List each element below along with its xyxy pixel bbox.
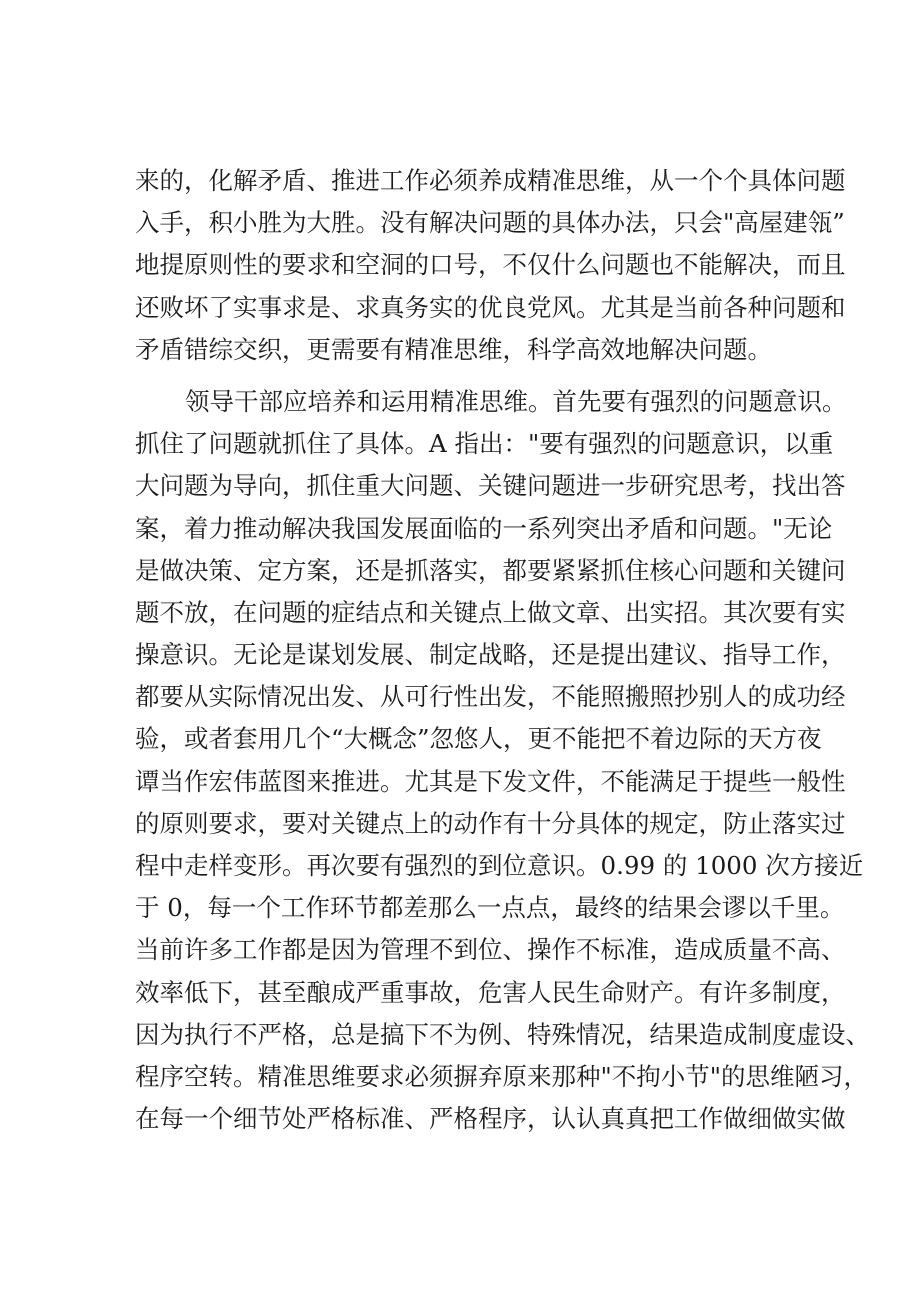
text-line: 大问题为导向，抓住重大问题、关键问题进一步研究思考，找出答	[135, 471, 846, 501]
text-line: 还败坏了实事求是、求真务实的优良党风。尤其是当前各种问题和	[135, 292, 846, 322]
body-text	[135, 160, 870, 1140]
text-line: 的原则要求，要对关键点上的动作有十分具体的规定，防止落实过	[135, 808, 846, 838]
text-line: 操意识。无论是谋划发展、制定战略，还是提出建议、指导工作，	[135, 640, 846, 670]
text-line: 因为执行不严格，总是搞下不为例、特殊情况，结果造成制度虚设、	[135, 1019, 870, 1049]
text-line: 都要从实际情况出发、从可行性出发，不能照搬照抄别人的成功经	[135, 682, 846, 712]
text-line: 领导干部应培养和运用精准思维。首先要有强烈的问题意识。	[185, 386, 847, 416]
paragraph-2	[135, 381, 870, 1140]
text-line: 抓住了问题就抓住了具体。A 指出："要有强烈的问题意识，以重	[135, 429, 834, 459]
text-line: 谭当作宏伟蓝图来推进。尤其是下发文件，不能满足于提些一般性	[135, 766, 846, 796]
text-line: 来的，化解矛盾、推进工作必须养成精准思维，从一个个具体问题	[135, 166, 846, 195]
paragraph-gap	[135, 371, 815, 381]
text-line: 题不放，在问题的症结点和关键点上做文章、出实招。其次要有实	[135, 597, 846, 627]
paragraph-1	[135, 160, 846, 371]
text-line: 在每一个细节处严格标准、严格程序，认认真真把工作做细做实做	[135, 1104, 846, 1134]
text-line: 当前许多工作都是因为管理不到位、操作不标准，造成质量不高、	[135, 935, 846, 965]
text-line: 案，着力推动解决我国发展面临的一系列突出矛盾和问题。"无论	[135, 513, 833, 543]
text-line: 程中走样变形。再次要有强烈的到位意识。0.99 的 1000 次方接近	[135, 851, 864, 880]
text-line: 效率低下，甚至酿成严重事故，危害人民生命财产。有许多制度，	[135, 977, 846, 1007]
text-line: 程序空转。精准思维要求必须摒弃原来那种"不拘小节"的思维陋习，	[135, 1061, 869, 1091]
text-line: 地提原则性的要求和空洞的口号，不仅什么问题也不能解决，而且	[135, 250, 846, 280]
text-line: 验，或者套用几个“大概念”忽悠人，更不能把不着边际的天方夜	[135, 724, 822, 754]
text-line: 矛盾错综交织，更需要有精准思维，科学高效地解决问题。	[135, 334, 772, 364]
text-line: 于 0，每一个工作环节都差那么一点点，最终的结果会谬以千里。	[135, 893, 845, 923]
text-line: 是做决策、定方案，还是抓落实，都要紧紧抓住核心问题和关键问	[135, 555, 846, 585]
text-line: 入手，积小胜为大胜。没有解决问题的具体办法，只会"高屋建瓴”	[135, 208, 845, 238]
